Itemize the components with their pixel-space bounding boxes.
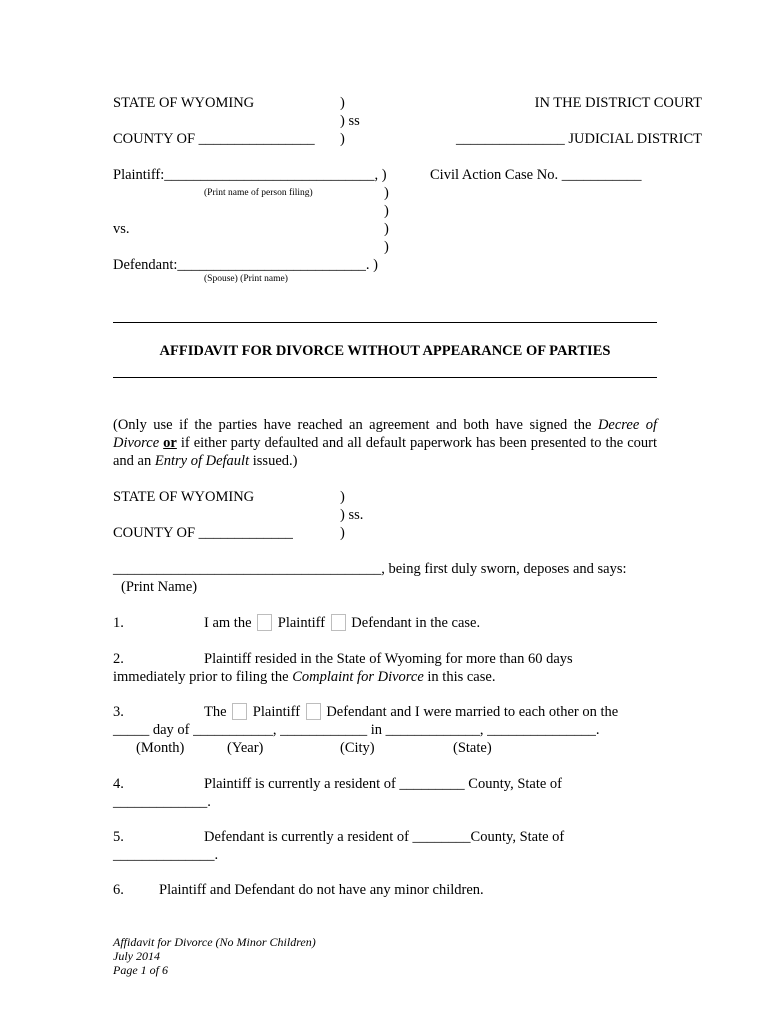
- item-number: 1.: [113, 615, 124, 631]
- venue-ss: ) ss.: [340, 507, 364, 523]
- title-rule-top: [113, 322, 657, 323]
- caption-paren: ): [384, 185, 389, 201]
- caption-paren: ): [340, 95, 345, 111]
- item-number: 3.: [113, 704, 124, 720]
- venue-county: COUNTY OF _____________: [113, 525, 293, 541]
- plaintiff-line: Plaintiff:_____________________________, ): [113, 167, 387, 183]
- item-4-line2: _____________.: [113, 794, 211, 810]
- oath-line: _____________________________________, being first duly sworn, deposes and says:: [113, 561, 627, 577]
- married-defendant-checkbox[interactable]: [306, 703, 321, 720]
- item-5-line1: Defendant is currently a resident of ________County, State of: [204, 829, 565, 845]
- footer-date: July 2014: [113, 949, 160, 963]
- city-label: (City): [340, 740, 375, 756]
- item-number: 6.: [113, 882, 124, 898]
- court-name: IN THE DISTRICT COURT: [534, 95, 702, 111]
- caption-ss: ) ss: [340, 113, 360, 129]
- caption-paren: ): [384, 239, 389, 255]
- footer-page-number: Page 1 of 6: [113, 963, 168, 977]
- caption-paren: ): [384, 221, 389, 237]
- spouse-print-name: (Spouse) (Print name): [204, 274, 288, 284]
- item-2-line1: Plaintiff resided in the State of Wyoming for more than 60 days: [204, 651, 573, 667]
- venue-paren: ): [340, 525, 345, 541]
- item-number: 4.: [113, 776, 124, 792]
- vs-label: vs.: [113, 221, 130, 237]
- item-4-line1: Plaintiff is currently a resident of _________ County, State of: [204, 776, 563, 792]
- item-5-line2: ______________.: [113, 847, 219, 863]
- item-1-text: I am the Plaintiff Defendant in the case.: [204, 615, 481, 631]
- oath-print-name: (Print Name): [121, 579, 198, 595]
- item-number: 5.: [113, 829, 124, 845]
- item-3-line1: The Plaintiff Defendant and I were married to each other on the: [204, 704, 619, 720]
- item-6-text: Plaintiff and Defendant do not have any minor children.: [159, 882, 484, 898]
- venue-state: STATE OF WYOMING: [113, 489, 255, 505]
- defendant-checkbox[interactable]: [331, 614, 346, 631]
- civil-action-case-no: Civil Action Case No. ___________: [430, 167, 642, 183]
- item-3-line2: _____ day of ___________, ____________ in _____________, _______________.: [113, 722, 600, 738]
- caption-paren: ): [340, 131, 345, 147]
- month-label: (Month): [136, 740, 185, 756]
- footer-title: Affidavit for Divorce (No Minor Children): [113, 935, 316, 949]
- document-title: AFFIDAVIT FOR DIVORCE WITHOUT APPEARANCE OF PARTIES: [159, 343, 611, 359]
- married-plaintiff-checkbox[interactable]: [232, 703, 247, 720]
- item-2-line2: immediately prior to filing the Complaint for Divorce in this case.: [113, 669, 496, 685]
- caption-paren: ): [384, 203, 389, 219]
- item-number: 2.: [113, 651, 124, 667]
- plaintiff-checkbox[interactable]: [257, 614, 272, 631]
- print-name-filing: (Print name of person filing): [204, 188, 313, 198]
- title-rule-bottom: [113, 377, 657, 378]
- judicial-district: _______________ JUDICIAL DISTRICT: [456, 131, 702, 147]
- caption-state: STATE OF WYOMING: [113, 95, 255, 111]
- venue-paren: ): [340, 489, 345, 505]
- state-label: (State): [453, 740, 492, 756]
- year-label: (Year): [227, 740, 264, 756]
- defendant-line: Defendant:__________________________. ): [113, 257, 378, 273]
- caption-county: COUNTY OF ________________: [113, 131, 315, 147]
- instructions-paragraph: (Only use if the parties have reached an agreement and both have signed the Decree of Divorce or if either party defaulted and all default paperwork has been presented to the court and an Entry of Default issued.): [113, 417, 658, 469]
